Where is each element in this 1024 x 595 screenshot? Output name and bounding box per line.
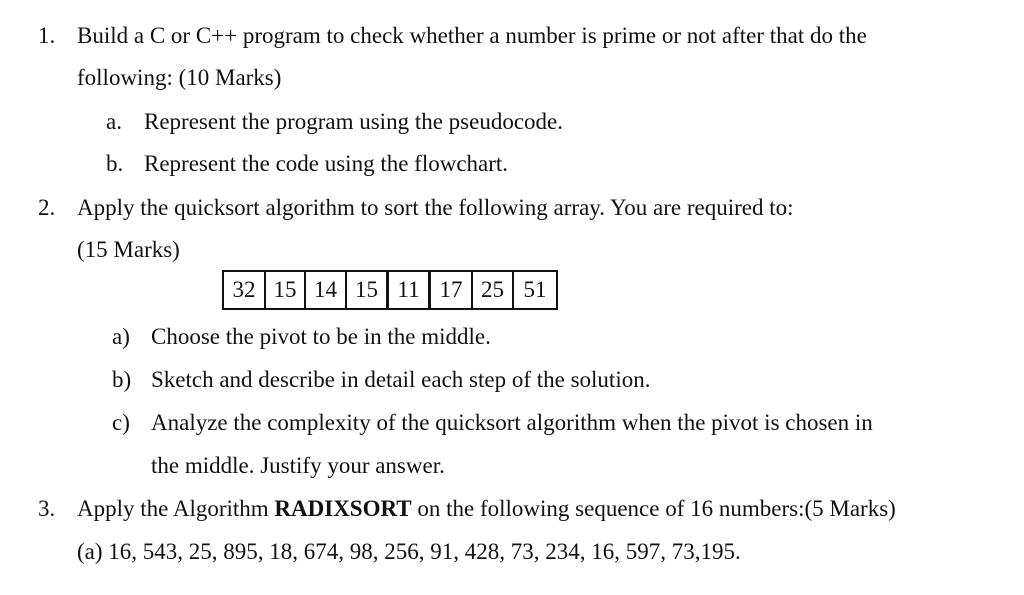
q2-a-label: a) — [112, 324, 130, 349]
q2-a-text: Choose the pivot to be in the middle. — [151, 324, 491, 349]
q2-b-text: Sketch and describe in detail each step of the solution. — [151, 367, 651, 392]
array-cell: 15 — [347, 272, 389, 308]
q2-c-text2: the middle. Justify your answer. — [151, 453, 445, 478]
array-cell: 14 — [306, 272, 347, 308]
array-cell: 25 — [473, 272, 514, 308]
q2-c-text1: Analyze the complexity of the quicksort algorithm when the pivot is chosen in — [151, 410, 873, 435]
array-cell: 51 — [523, 277, 547, 302]
q3-number: 3. — [38, 496, 56, 521]
q1-a-label: a. — [106, 109, 122, 134]
q2-c-label: c) — [112, 410, 130, 435]
array-table — [222, 270, 558, 310]
q3-line2: (a) 16, 543, 25, 895, 18, 674, 98, 256, 91, 428, 73, 234, 16, 597, 73,195. — [77, 539, 741, 564]
q1-b-label: b. — [106, 151, 124, 176]
radixsort-keyword: RADIXSORT — [274, 496, 412, 521]
q2-line2: (15 Marks) — [77, 237, 180, 262]
q1-number: 1. — [38, 23, 56, 48]
q1-line1: Build a C or C++ program to check whether a number is prime or not after that do the — [77, 23, 867, 48]
array-cell: 11 — [389, 272, 431, 308]
q2-line1: Apply the quicksort algorithm to sort the following array. You are required to: — [77, 195, 794, 220]
array-cell: 15 — [266, 272, 306, 308]
q2-number: 2. — [38, 195, 56, 220]
q2-b-label: b) — [112, 367, 132, 392]
q1-a-text: Represent the program using the pseudocode. — [144, 109, 563, 134]
q1-line2: following: (10 Marks) — [77, 65, 282, 90]
array-cell: 17 — [431, 272, 473, 308]
q3-line1-pre: Apply the Algorithm — [77, 496, 275, 521]
q1-b-text: Represent the code using the flowchart. — [144, 151, 509, 176]
array-cell: 32 — [224, 272, 266, 308]
q3-line1-post: on the following sequence of 16 numbers:(5 Marks) — [411, 496, 896, 521]
q3-line1 — [77, 494, 896, 524]
